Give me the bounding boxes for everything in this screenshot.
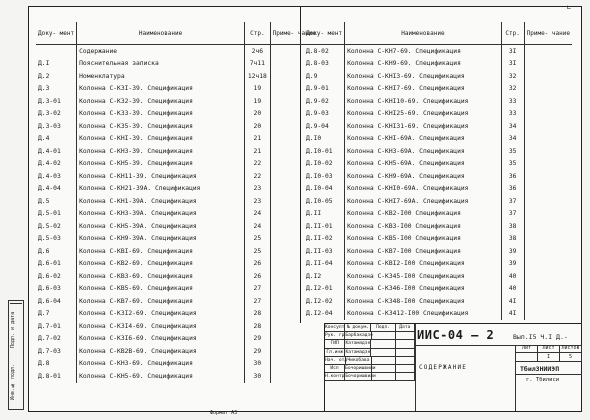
- table-header: [304, 22, 572, 45]
- row-name: Колонна С-КН3-69. Спецификация: [77, 358, 245, 371]
- table-row: [304, 220, 572, 233]
- signature-cell: [372, 365, 396, 372]
- row-page: 25: [245, 245, 271, 258]
- row-page: 33: [501, 108, 524, 121]
- row-name: Колонна С-КЗ45-I00 Спецификация: [345, 270, 502, 283]
- row-name: Колонна С-КН7-69. Спецификация: [345, 45, 502, 58]
- row-page: 19: [245, 95, 271, 108]
- row-page: 33: [501, 95, 524, 108]
- row-note: [270, 358, 318, 371]
- row-name: Колонна С-КН5-69. Спецификация: [77, 370, 245, 383]
- row-name: Колонна С-КН9-69А. Спецификация: [345, 170, 502, 183]
- row-page: 28: [245, 320, 271, 333]
- document-code: ИИС-04 — 2: [417, 328, 495, 342]
- row-name: Колонна С-КН3-39А. Спецификация: [77, 208, 245, 221]
- side-stamp: [8, 300, 24, 410]
- signature-row: [325, 332, 415, 340]
- row-doc: Д.5-02: [38, 222, 61, 230]
- row-doc: Д.I: [38, 60, 50, 68]
- row-name: Колонна С-КН3-39. Спецификация: [77, 145, 245, 158]
- table-row: [304, 83, 572, 96]
- row-name: Колонна С-КВI-69. Спецификация: [77, 245, 245, 258]
- contents-table-left: [36, 22, 318, 383]
- sheets-header: Листов: [560, 345, 582, 352]
- row-note: [524, 95, 572, 108]
- row-name: Колонна С-КВ2В-69. Спецификация: [77, 345, 245, 358]
- signature-cell: [372, 332, 396, 339]
- table-row: [36, 358, 318, 371]
- header-name: Наименование: [77, 22, 245, 45]
- row-note: [524, 283, 572, 296]
- table-row: [36, 158, 318, 171]
- row-doc: Д.I0-02: [306, 160, 333, 168]
- row-doc: Д.4-04: [38, 185, 61, 193]
- row-doc: Д.4-03: [38, 172, 61, 180]
- row-note: [524, 258, 572, 271]
- signature-cell: Чикобава: [346, 357, 372, 364]
- row-doc: Д.I0-01: [306, 147, 333, 155]
- row-doc: Д.7-03: [38, 347, 61, 355]
- row-doc: Д.I2: [306, 272, 322, 280]
- row-name: Колонна С-КНI31-69. Спецификация: [345, 120, 502, 133]
- row-name: Содержание: [77, 45, 245, 58]
- row-name: Колонна С-КЗI-39. Спецификация: [77, 83, 245, 96]
- row-name: Колонна С-КВ5-I00 Спецификация: [345, 233, 502, 246]
- signature-cell: [396, 332, 415, 339]
- title-block-signatures: [325, 324, 415, 411]
- row-page: 34: [501, 120, 524, 133]
- row-doc: Д.9-04: [306, 122, 329, 130]
- sheets-value: 5: [560, 353, 582, 361]
- signature-cell: [371, 349, 395, 356]
- row-page: 22: [245, 158, 271, 171]
- row-doc: Д.I2-04: [306, 310, 333, 318]
- row-doc: Д.3-02: [38, 110, 61, 118]
- row-note: [524, 208, 572, 221]
- row-page: 25: [245, 233, 271, 246]
- row-page: 24: [245, 220, 271, 233]
- row-name: Колонна С-КН9-39А. Спецификация: [77, 233, 245, 246]
- row-page: 22: [245, 170, 271, 183]
- row-doc: Д.4: [38, 135, 50, 143]
- row-page: 7ч11: [245, 58, 271, 71]
- row-name: Колонна С-КВI2-I00 Спецификация: [345, 258, 502, 271]
- table-row: [304, 258, 572, 271]
- row-doc: Д.II-04: [306, 260, 333, 268]
- side-stamp-inventory: Инв.№ подл.: [10, 363, 16, 401]
- paper-format: Формат А3: [210, 410, 238, 416]
- row-doc: Д.7: [38, 310, 50, 318]
- row-note: [524, 83, 572, 96]
- signature-cell: Рук. гр: [325, 333, 345, 339]
- table-row: [304, 170, 572, 183]
- row-name: Колонна С-КВ3-69. Спецификация: [77, 270, 245, 283]
- row-page: 26: [245, 258, 271, 271]
- row-name: Колонна С-КЗI2-69. Спецификация: [77, 308, 245, 321]
- signature-cell: [396, 357, 415, 364]
- table-row: [304, 145, 572, 158]
- row-name: Колонна С-КН5-69А. Спецификация: [345, 158, 502, 171]
- table-row: [36, 320, 318, 333]
- row-page: 4I: [501, 308, 524, 321]
- signature-cell: Гл.инж: [325, 349, 345, 356]
- row-page: 39: [501, 245, 524, 258]
- row-doc: Д.4-02: [38, 160, 61, 168]
- title-block: [324, 323, 581, 411]
- row-note: [524, 120, 572, 133]
- table-row: [304, 208, 572, 221]
- row-doc: Д.II-01: [306, 222, 333, 230]
- row-page: 21: [245, 145, 271, 158]
- contents-table-right: [304, 22, 572, 320]
- row-name: Колонна С-КЗI6-69. Спецификация: [77, 333, 245, 346]
- table-row: [304, 120, 572, 133]
- signature-cell: Дата: [396, 324, 415, 331]
- signature-row: [325, 365, 415, 373]
- row-page: 29: [245, 333, 271, 346]
- table-row: [304, 270, 572, 283]
- row-doc: Д.9-03: [306, 110, 329, 118]
- row-page: 36: [501, 170, 524, 183]
- row-note: [270, 333, 318, 346]
- corner-mark: ∟: [567, 4, 572, 12]
- table-row: [36, 345, 318, 358]
- row-doc: Д.5-01: [38, 210, 61, 218]
- row-name: Колонна С-КНI10-69. Спецификация: [345, 95, 502, 108]
- row-doc: Д.II-03: [306, 247, 333, 255]
- table-row: [36, 283, 318, 296]
- table-row: [304, 158, 572, 171]
- row-name: Колонна С-КЗ5-39. Спецификация: [77, 120, 245, 133]
- sheet-title: СОДЕРЖАНИЕ: [419, 364, 468, 371]
- table-row: [304, 70, 572, 83]
- table-row: [36, 333, 318, 346]
- row-name: Колонна С-КН21-39А. Спецификация: [77, 183, 245, 196]
- organization-city: г. Тбилиси: [526, 377, 560, 383]
- row-page: 28: [245, 308, 271, 321]
- header-note: Приме- чание: [270, 22, 318, 45]
- signature-cell: [396, 373, 415, 380]
- row-doc: Д.I0-05: [306, 197, 333, 205]
- row-note: [524, 295, 572, 308]
- table-row: [304, 195, 572, 208]
- row-name: Колонна С-КНI-39. Спецификация: [77, 133, 245, 146]
- row-page: 12ч18: [245, 70, 271, 83]
- row-doc: Д.6-01: [38, 260, 61, 268]
- row-name: Колонна С-КЗ412-I00 Спецификация: [345, 308, 502, 321]
- row-note: [524, 108, 572, 121]
- table-row: [36, 220, 318, 233]
- row-page: 26: [245, 270, 271, 283]
- row-note: [524, 245, 572, 258]
- row-doc: Д.II: [306, 210, 322, 218]
- signature-cell: Барбакадзе: [345, 333, 374, 339]
- signature-cell: Катамадзе: [345, 349, 371, 355]
- document-series: Вып.I5 Ч.I Д.-: [513, 333, 568, 341]
- row-name: Колонна С-КН5-39. Спецификация: [77, 158, 245, 171]
- row-page: 27: [245, 295, 271, 308]
- row-page: 40: [501, 283, 524, 296]
- row-page: 38: [501, 233, 524, 246]
- signature-row: [325, 324, 415, 332]
- row-name: Колонна С-КН11-39. Спецификация: [77, 170, 245, 183]
- row-page: 38: [501, 220, 524, 233]
- row-doc: Д.3: [38, 85, 50, 93]
- row-note: [270, 320, 318, 333]
- header-note: Приме- чание: [524, 22, 572, 45]
- row-doc: Д.3-01: [38, 97, 61, 105]
- table-row: [304, 183, 572, 196]
- signature-row: [325, 373, 415, 381]
- row-page: 37: [501, 195, 524, 208]
- row-page: 21: [245, 133, 271, 146]
- table-row: [36, 245, 318, 258]
- table-row: [36, 195, 318, 208]
- table-row: [36, 270, 318, 283]
- organization: ТбилЗНИИЭП: [520, 365, 560, 373]
- row-name: Колонна С-КНI0-69А. Спецификация: [345, 183, 502, 196]
- row-note: [524, 170, 572, 183]
- table-row: [36, 145, 318, 158]
- row-note: [524, 220, 572, 233]
- signature-cell: [396, 340, 415, 347]
- row-doc: Д.6-02: [38, 272, 61, 280]
- title-block-divider: [516, 374, 582, 375]
- row-name: Колонна С-КЗ3-39. Спецификация: [77, 108, 245, 121]
- table-row: [36, 83, 318, 96]
- row-page: 3I: [501, 58, 524, 71]
- row-doc: Д.8: [38, 360, 50, 368]
- row-doc: Д.2: [38, 72, 50, 80]
- row-name: Колонна С-КЗ46-I00 Спецификация: [345, 283, 502, 296]
- row-name: Колонна С-КН5-39А. Спецификация: [77, 220, 245, 233]
- stage-block: [515, 345, 582, 411]
- row-note: [524, 195, 572, 208]
- row-name: Колонна С-КНI7-69. Спецификация: [345, 83, 502, 96]
- table-row: [304, 283, 572, 296]
- row-doc: Д.5: [38, 197, 50, 205]
- row-page: 35: [501, 145, 524, 158]
- row-note: [524, 158, 572, 171]
- sheet-header: Лист: [538, 345, 560, 352]
- row-name: Колонна С-КН1-39А. Спецификация: [77, 195, 245, 208]
- row-note: [524, 233, 572, 246]
- table-row: [36, 108, 318, 121]
- table-row: [304, 58, 572, 71]
- row-page: 29: [245, 345, 271, 358]
- header-page: Стр.: [501, 22, 524, 45]
- row-note: [524, 133, 572, 146]
- row-name: Колонна С-КНI7-69А. Спецификация: [345, 195, 502, 208]
- row-page: 32: [501, 83, 524, 96]
- signature-cell: № докум.: [345, 324, 371, 331]
- sheet-value: I: [538, 353, 560, 361]
- row-doc: Д.3-03: [38, 122, 61, 130]
- row-page: 24: [245, 208, 271, 221]
- table-row: [36, 120, 318, 133]
- row-name: Колонна С-КВ2-I00 Спецификация: [345, 208, 502, 221]
- signature-row: [325, 357, 415, 365]
- row-name: Колонна С-КНI3-69. Спецификация: [345, 70, 502, 83]
- row-doc: [36, 45, 77, 58]
- signature-cell: Консулт: [325, 325, 345, 330]
- row-name: Колонна С-КЗ2-39. Спецификация: [77, 95, 245, 108]
- row-name: Колонна С-КЗI4-69. Спецификация: [77, 320, 245, 333]
- row-page: 27: [245, 283, 271, 296]
- row-page: 19: [245, 83, 271, 96]
- table-row: [36, 45, 318, 58]
- row-page: 36: [501, 183, 524, 196]
- row-name: Колонна С-КНI25-69. Спецификация: [345, 108, 502, 121]
- signature-cell: [396, 365, 415, 372]
- row-doc: Д.6-03: [38, 285, 61, 293]
- row-doc: Д.8-01: [38, 372, 61, 380]
- row-doc: Д.6-04: [38, 297, 61, 305]
- row-page: 35: [501, 158, 524, 171]
- header-name: Наименование: [345, 22, 502, 45]
- signature-cell: ГИП: [325, 340, 345, 347]
- row-name: Колонна С-КВ7-69. Спецификация: [77, 295, 245, 308]
- signature-row: [325, 340, 415, 348]
- signature-row: [325, 349, 415, 357]
- row-doc: Д.I0: [306, 135, 322, 143]
- table-row: [36, 183, 318, 196]
- table-row: [304, 108, 572, 121]
- row-page: 40: [501, 270, 524, 283]
- row-doc: Д.4-01: [38, 147, 61, 155]
- signature-cell: Подп.: [371, 324, 395, 331]
- stage-header: Лит: [516, 345, 538, 352]
- row-name: Колонна С-КВ2-69. Спецификация: [77, 258, 245, 271]
- row-page: 37: [501, 208, 524, 221]
- row-page: 3I: [501, 45, 524, 58]
- row-doc: Д.9-02: [306, 97, 329, 105]
- table-row: [36, 295, 318, 308]
- row-page: 39: [501, 258, 524, 271]
- row-page: 23: [245, 183, 271, 196]
- row-doc: Д.I2-01: [306, 285, 333, 293]
- row-note: [524, 70, 572, 83]
- row-name: Номенклатура: [77, 70, 245, 83]
- signature-cell: Бочоришвили: [345, 374, 376, 380]
- row-doc: Д.I2-02: [306, 297, 333, 305]
- table-row: [36, 208, 318, 221]
- row-doc: Д.5-03: [38, 235, 61, 243]
- table-row: [304, 45, 572, 58]
- table-row: [36, 308, 318, 321]
- row-doc: Д.9-01: [306, 85, 329, 93]
- row-page: 4I: [501, 295, 524, 308]
- row-page: 30: [245, 358, 271, 371]
- row-note: [524, 270, 572, 283]
- row-doc: Д.8-03: [306, 60, 329, 68]
- row-page: 34: [501, 133, 524, 146]
- row-name: Колонна С-КВ5-69. Спецификация: [77, 283, 245, 296]
- signature-cell: Катамадзе: [345, 341, 371, 347]
- signature-cell: Нач. отд: [325, 357, 348, 363]
- header-doc: Доку- мент: [304, 22, 345, 45]
- row-name: Колонна С-КНI-69А. Спецификация: [345, 133, 502, 146]
- row-note: [524, 308, 572, 321]
- row-doc: Д.9: [306, 72, 318, 80]
- row-doc: Д.7-01: [38, 322, 61, 330]
- signature-cell: Исп: [325, 365, 345, 372]
- header-page: Стр.: [245, 22, 271, 45]
- table-row: [304, 95, 572, 108]
- row-doc: Д.I0-04: [306, 185, 333, 193]
- signature-cell: [396, 349, 415, 356]
- row-name: Пояснительная записка: [77, 58, 245, 71]
- signature-cell: [371, 340, 395, 347]
- table-row: [304, 245, 572, 258]
- stage-value: [516, 353, 538, 361]
- row-page: 30: [245, 370, 271, 383]
- row-name: Колонна С-КН3-69А. Спецификация: [345, 145, 502, 158]
- signature-cell: [372, 373, 396, 380]
- row-name: Колонна С-КН9-69. Спецификация: [345, 58, 502, 71]
- row-note: [524, 45, 572, 58]
- table-row: [36, 70, 318, 83]
- row-note: [270, 370, 318, 383]
- signature-cell: Бочоришвили: [345, 365, 376, 371]
- table-row: [304, 133, 572, 146]
- table-row: [304, 308, 572, 321]
- header-doc: Доку- мент: [36, 22, 77, 45]
- row-page: 2ч6: [245, 45, 271, 58]
- row-note: [524, 145, 572, 158]
- table-row: [304, 233, 572, 246]
- row-page: 23: [245, 195, 271, 208]
- signature-cell: [372, 357, 396, 364]
- row-doc: Д.I0-03: [306, 172, 333, 180]
- row-doc: Д.7-02: [38, 335, 61, 343]
- row-page: 32: [501, 70, 524, 83]
- side-stamp-sign-date: Подп. и дата: [10, 303, 22, 356]
- table-row: [36, 133, 318, 146]
- title-block-divider: [415, 324, 416, 411]
- table-row: [36, 95, 318, 108]
- row-name: Колонна С-КЗ48-I00 Спецификация: [345, 295, 502, 308]
- row-note: [524, 183, 572, 196]
- row-name: Колонна С-КВ3-I00 Спецификация: [345, 220, 502, 233]
- row-name: Колонна С-КВ7-I00 Спецификация: [345, 245, 502, 258]
- row-page: 20: [245, 108, 271, 121]
- signature-cell: Н.контр: [325, 374, 345, 380]
- table-row: [304, 295, 572, 308]
- table-row: [36, 258, 318, 271]
- row-doc: Д.II-02: [306, 235, 333, 243]
- table-header: [36, 22, 318, 45]
- table-row: [36, 58, 318, 71]
- table-row: [36, 170, 318, 183]
- row-doc: Д.8-02: [306, 47, 329, 55]
- table-row: [36, 233, 318, 246]
- row-note: [270, 345, 318, 358]
- table-row: [36, 370, 318, 383]
- row-page: 20: [245, 120, 271, 133]
- row-doc: Д.6: [38, 247, 50, 255]
- row-note: [524, 58, 572, 71]
